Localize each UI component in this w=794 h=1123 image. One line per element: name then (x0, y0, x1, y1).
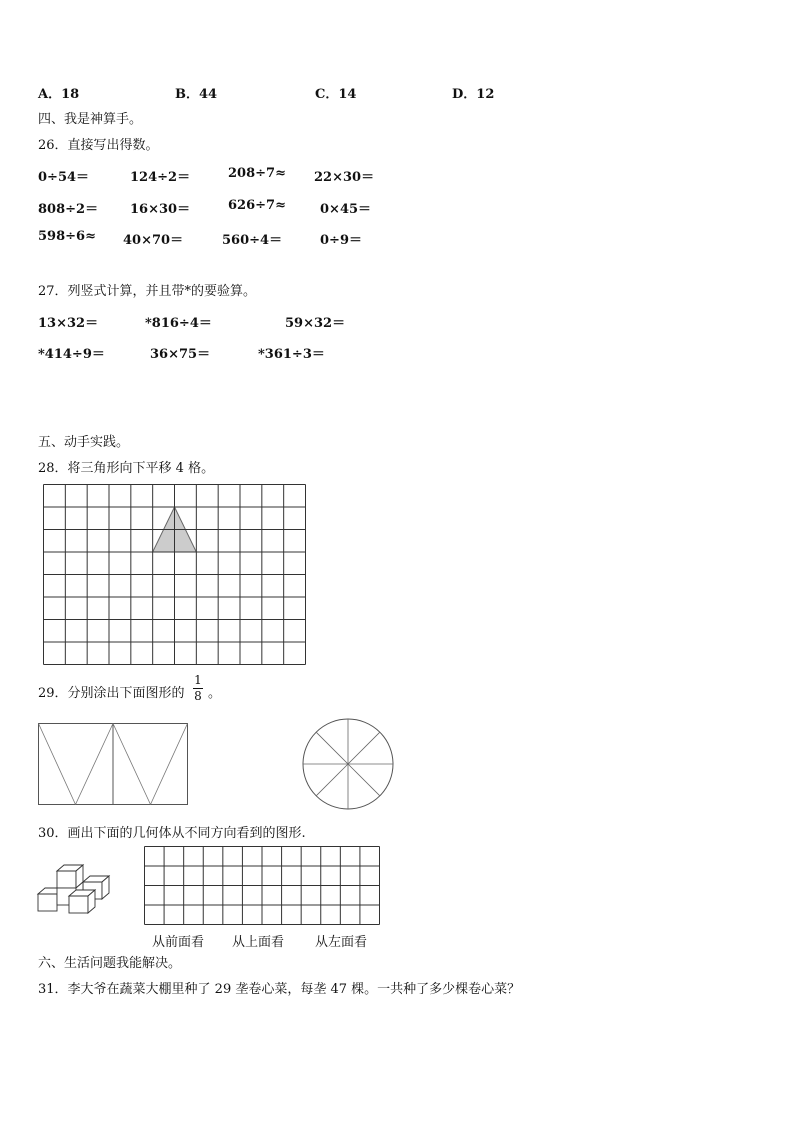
q26-item: 40×70＝ (123, 233, 184, 248)
q29-title: 29．分别涂出下面图形的 (38, 686, 185, 701)
fraction-one-eighth (193, 673, 203, 704)
divided-rectangle (38, 723, 188, 805)
q26-item: 16×30＝ (130, 202, 191, 217)
q26-title: 26．直接写出得数。 (38, 138, 159, 153)
q30-title: 30．画出下面的几何体从不同方向看到的图形. (38, 826, 306, 841)
view-label-front: 从前面看 (152, 935, 205, 950)
translation-grid (43, 484, 307, 666)
circle-radius-line (348, 732, 380, 764)
q26-item: 208÷7≈ (228, 166, 286, 181)
q27-item: 36×75＝ (150, 347, 211, 362)
option-d: D．12 (452, 87, 495, 102)
views-grid (144, 846, 380, 926)
q27-item: *414÷9＝ (38, 347, 105, 362)
view-label-left: 从左面看 (315, 935, 368, 950)
q27-item: 13×32＝ (38, 316, 99, 331)
option-b: B．44 (175, 87, 218, 102)
view-label-top: 从上面看 (232, 935, 285, 950)
q26-item: 626÷7≈ (228, 198, 286, 213)
q27-item: 59×32＝ (285, 316, 346, 331)
fraction-denominator: 8 (194, 689, 202, 703)
section-4-heading: 四、我是神算手。 (38, 112, 143, 127)
circle-radius-line (348, 764, 380, 796)
q31-text: 31．李大爷在蔬菜大棚里种了 29 垄卷心菜，每垄 47 棵。一共种了多少棵卷心菜？ (38, 982, 521, 997)
circle-radius-line (316, 732, 348, 764)
q26-item: 22×30＝ (314, 170, 375, 185)
cube-solid (36, 862, 108, 914)
q26-item: 124÷2＝ (130, 170, 191, 185)
circle-radius-line (316, 764, 348, 796)
q26-item: 598÷6≈ (38, 229, 96, 244)
q26-item: 0÷9＝ (320, 233, 362, 248)
q29-title-end: 。 (208, 686, 222, 701)
section-6-heading: 六、生活问题我能解决。 (38, 956, 182, 971)
q26-item: 560÷4＝ (222, 233, 283, 248)
fraction-numerator: 1 (194, 673, 202, 687)
q26-item: 0÷54＝ (38, 170, 90, 185)
q26-item: 808÷2＝ (38, 202, 99, 217)
q26-item: 0×45＝ (320, 202, 372, 217)
option-c: C．14 (315, 87, 357, 102)
q27-title: 27．列竖式计算，并且带*的要验算。 (38, 284, 257, 299)
option-a: A．18 (38, 87, 80, 102)
q27-item: *361÷3＝ (258, 347, 325, 362)
q27-item: *816÷4＝ (145, 316, 212, 331)
section-5-heading: 五、动手实践。 (38, 435, 130, 450)
q28-title: 28．将三角形向下平移 4 格。 (38, 461, 215, 476)
divided-circle (302, 718, 394, 810)
